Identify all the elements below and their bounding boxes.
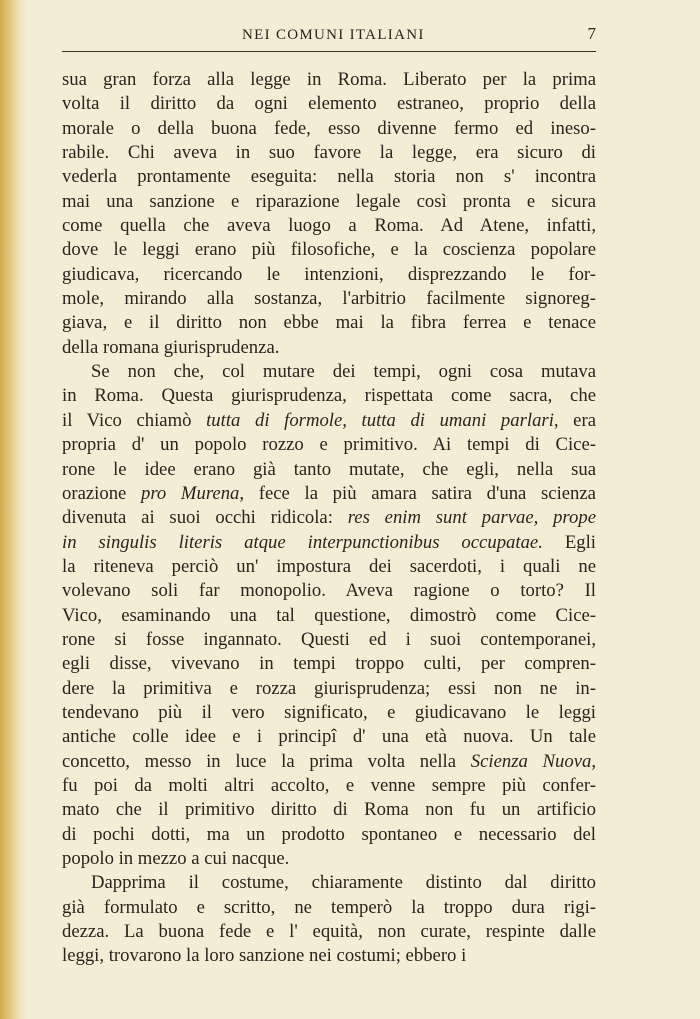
- text-line: [62, 774, 596, 798]
- paragraph: [62, 360, 596, 871]
- text-segment: dere la primitiva e rozza giurisprudenza; essi non ne in-: [62, 677, 596, 699]
- italic-text: tutta di formole, tutta di umani parlari: [206, 409, 554, 431]
- text-segment: dove le leggi erano più filosofiche, e la coscienza popolare: [62, 239, 596, 261]
- text-line: [62, 506, 596, 530]
- text-segment: divenuta ai suoi occhi ridicola:: [62, 507, 348, 529]
- text-segment: popolo in mezzo a cui nacque.: [62, 848, 290, 869]
- text-segment: giudicava, ricercando le intenzioni, disprezzando le for-: [62, 263, 596, 285]
- italic-text: res enim sunt parvae, prope: [347, 507, 596, 529]
- text-segment: antiche colle idee e i principî d' una età nuova. Un tale: [62, 726, 596, 748]
- text-segment: concetto, messo in luce la prima volta nella: [62, 750, 471, 772]
- text-segment: mato che il primitivo diritto di Roma non fu un artificio: [62, 799, 596, 821]
- text-line: [62, 798, 596, 822]
- text-segment: rone le idee erano già tanto mutate, che egli, nella sua: [62, 458, 596, 480]
- text-segment: rone si fosse ingannato. Questi ed i suoi contemporanei,: [62, 628, 596, 650]
- text-line: [62, 141, 596, 165]
- text-line: [62, 725, 596, 749]
- text-segment: già formulato e scritto, ne temperò la troppo dura rigi-: [62, 896, 596, 918]
- text-line: [62, 336, 596, 360]
- text-segment: volevano soli far monopolio. Aveva ragione o torto? Il: [62, 580, 596, 602]
- text-line: [62, 287, 596, 311]
- text-segment: mole, mirando alla sostanza, l'arbitrio facilmente signoreg-: [62, 288, 596, 310]
- paragraph: [62, 68, 596, 360]
- text-line: [62, 68, 596, 92]
- text-line: [62, 944, 596, 968]
- italic-text: in singulis literis atque interpunctionibus occupatae.: [62, 531, 543, 553]
- text-line: [62, 360, 596, 384]
- text-segment: rabile. Chi aveva in suo favore la legge, era sicuro di: [62, 142, 596, 164]
- text-line: [62, 214, 596, 238]
- text-segment: la riteneva perciò un' impostura dei sacerdoti, i quali ne: [62, 555, 596, 577]
- text-segment: , fece la più amara satira d'una scienza: [239, 482, 596, 504]
- text-segment: morale o della buona fede, esso divenne fermo ed ineso-: [62, 117, 596, 139]
- text-segment: in Roma. Questa giurisprudenza, rispettata come sacra, che: [62, 385, 596, 407]
- text-line: [62, 823, 596, 847]
- text-segment: Se non che, col mutare dei tempi, ogni cosa mutava: [91, 361, 596, 383]
- text-segment: volta il diritto da ogni elemento estraneo, proprio della: [62, 93, 596, 115]
- page-number: 7: [587, 24, 596, 43]
- text-line: [62, 750, 596, 774]
- text-line: [62, 384, 596, 408]
- text-segment: egli disse, vivevano in tempi troppo culti, per compren-: [62, 653, 596, 675]
- text-segment: tendevano più il vero significato, e giudicavano le leggi: [62, 701, 596, 723]
- body-text: [62, 68, 596, 969]
- text-segment: mai una sanzione e riparazione legale così pronta e sicura: [62, 190, 596, 212]
- text-segment: leggi, trovarono la loro sanzione nei costumi; ebbero i: [62, 945, 467, 967]
- paragraph: [62, 871, 596, 968]
- text-segment: fu poi da molti altri accolto, e venne sempre più confer-: [62, 774, 596, 796]
- text-segment: propria d' un popolo rozzo e primitivo. Ai tempi di Cice-: [62, 434, 596, 456]
- text-line: [62, 555, 596, 579]
- text-line: [62, 871, 596, 895]
- text-line: [62, 263, 596, 287]
- text-line: [62, 117, 596, 141]
- text-line: [62, 458, 596, 482]
- text-segment: ,: [591, 750, 597, 772]
- text-line: [62, 920, 596, 944]
- text-segment: di pochi dotti, ma un prodotto spontaneo e necessario del: [62, 823, 596, 845]
- text-line: [62, 482, 596, 506]
- text-segment: giava, e il diritto non ebbe mai la fibra ferrea e tenace: [62, 312, 596, 334]
- italic-text: pro Murena: [141, 482, 240, 504]
- text-segment: Dapprima il costume, chiaramente distinto dal diritto: [91, 872, 596, 894]
- text-segment: come quella che aveva luogo a Roma. Ad Atene, infatti,: [62, 215, 596, 237]
- text-line: [62, 92, 596, 116]
- text-line: [62, 238, 596, 262]
- text-segment: della romana giurisprudenza.: [62, 336, 280, 358]
- running-title: NEI COMUNI ITALIANI: [242, 27, 425, 43]
- text-line: [62, 579, 596, 603]
- text-line: [62, 628, 596, 652]
- text-segment: vederla prontamente eseguita: nella storia non s' incontra: [62, 166, 596, 188]
- text-line: [62, 433, 596, 457]
- text-segment: il Vico chiamò: [62, 409, 207, 431]
- text-segment: sua gran forza alla legge in Roma. Liberato per la prima: [62, 69, 596, 90]
- text-line: [62, 190, 596, 214]
- text-segment: , era: [553, 409, 596, 431]
- text-segment: Egli: [542, 531, 596, 553]
- text-line: [62, 847, 596, 871]
- header-rule: [62, 51, 596, 52]
- text-segment: dezza. La buona fede e l' equità, non curate, respinte dalle: [62, 921, 596, 943]
- text-line: [62, 165, 596, 189]
- text-segment: orazione: [62, 482, 141, 504]
- text-segment: Vico, esaminando una tal questione, dimostrò come Cice-: [62, 604, 596, 626]
- text-line: [62, 701, 596, 725]
- page-edge-shadow: [0, 0, 26, 1019]
- italic-text: Scienza Nuova: [470, 750, 592, 772]
- text-line: [62, 311, 596, 335]
- text-line: [62, 409, 596, 433]
- text-line: [62, 604, 596, 628]
- book-page: [62, 24, 596, 969]
- text-line: [62, 896, 596, 920]
- text-line: [62, 531, 596, 555]
- text-line: [62, 652, 596, 676]
- running-head: [62, 24, 596, 48]
- text-line: [62, 677, 596, 701]
